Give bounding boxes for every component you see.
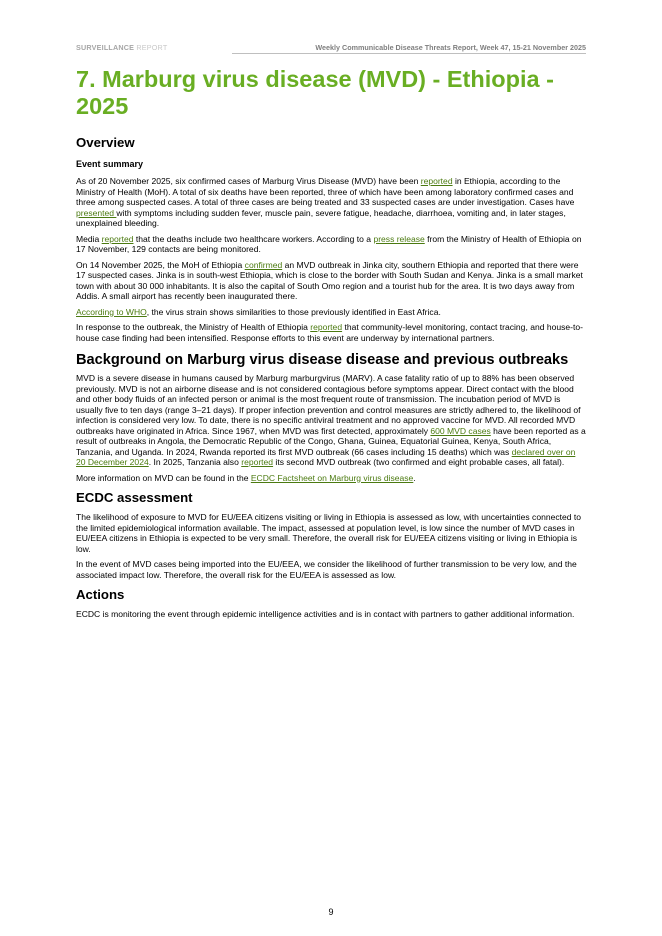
confirmed-link[interactable]: confirmed — [244, 259, 283, 270]
background-paragraph-2 — [76, 473, 586, 484]
reported-link[interactable]: reported — [420, 176, 453, 186]
background-heading: Background on Marburg virus disease disease and previous outbreaks — [76, 352, 569, 368]
overview-heading: Overview — [76, 135, 135, 150]
page-number: 9 — [328, 907, 334, 917]
text: an MVD outbreak in Jinka city, southern Ethiopia and reported that there were 17 suspected cases. Jinka is in south-west Ethiopia, which is close to the border with South Sudan and Kenya. Jinka is a small market town with about 30 000 inhabitants. It is also the capital of South Omo region and a tourist hub for the area. It is two days away from Addis. A small airport has recently been inaugurated there. — [76, 259, 583, 301]
text: from the Ministry of Health of Ethiopia on 17 November, 129 contacts are being monitored. — [76, 233, 582, 254]
overview-paragraph-1 — [76, 176, 586, 229]
text: that community-level monitoring, contact tracing, and house-to-house case finding had been intensified. Response efforts to this event are underway by international partners. — [76, 322, 583, 343]
tanzania-reported-link[interactable]: reported — [241, 457, 274, 467]
ecdc-factsheet-link[interactable]: ECDC Factsheet on Marburg virus disease — [250, 472, 414, 483]
text: with symptoms including sudden fever, muscle pain, severe fatigue, headache, diarrhoea, vomiting and, in later stages, unexplained bleeding. — [76, 207, 566, 228]
response-reported-link[interactable]: reported — [310, 322, 343, 332]
assessment-paragraph-1: The likelihood of exposure to MVD for EU/EEA citizens visiting or living in Ethiopia is assessed as low, with uncertainties connected to the limited epidemiological information available. The impact, assessed at population level, is low since the number of MVD cases in EU/EEA citizens in Ethiopia is expected to be very small. Therefore, the overall risk for EU/EEA citizens visiting or living in Ethiopia is low. — [76, 512, 581, 554]
header-section-label — [76, 43, 167, 52]
text: that the deaths include two healthcare workers. According to a — [133, 233, 374, 244]
background-paragraph-1 — [76, 373, 586, 468]
text: As of 20 November 2025, six confirmed cases of Marburg Virus Disease (MVD) have been — [76, 176, 421, 186]
header-title: Weekly Communicable Disease Threats Report, Week 47, 15-21 November 2025 — [315, 43, 586, 52]
media-reported-link[interactable]: reported — [101, 233, 134, 244]
text: Media — [76, 233, 102, 244]
text: . — [413, 472, 416, 483]
main-content — [76, 66, 586, 620]
overview-paragraph-5 — [76, 322, 586, 343]
text: MVD is a severe disease in humans caused by Marburg marburgvirus (MARV). A case fatality ratio of up to 88% has been observed previously. MVD is not an airborne disease and is not considered contagious before symptoms appear. Direct contact with the blood and other body fluids of an infected person or animal is the most frequent route of transmission. The incubation period of MVD is usually five to ten days (range 3–21 days). If proper infection prevention and control measures are strictly adhered to, the likelihood of infection is considered very low. To date, there is no specific antiviral treatment and no approved vaccine for MVD. All recorded MVD outbreaks have originated in Africa. Since 1967, when MVD was first detected, approximately — [76, 373, 581, 436]
mvd-cases-link[interactable]: 600 MVD cases — [430, 425, 491, 436]
actions-paragraph: ECDC is monitoring the event through epidemic intelligence activities and is in contact with partners to gather additional information. — [76, 609, 575, 619]
overview-paragraph-2 — [76, 234, 586, 255]
presented-link[interactable]: presented — [76, 207, 117, 218]
assessment-paragraph-2: In the event of MVD cases being imported into the EU/EEA, we consider the likelihood of further transmission to be very low, and the associated impact low. Therefore, the overall risk for the EU/EEA is assessed as low. — [76, 559, 577, 580]
text: . In 2025, Tanzania also — [148, 457, 242, 467]
header-rule — [232, 53, 586, 54]
overview-paragraph-4 — [76, 307, 586, 318]
text: its second MVD outbreak (two confirmed and eight probable cases, all fatal). — [273, 457, 565, 467]
press-release-link[interactable]: press release — [373, 233, 425, 244]
page-title: 7. Marburg virus disease (MVD) - Ethiopia - 2025 — [76, 66, 554, 119]
actions-heading: Actions — [76, 587, 125, 602]
text: More information on MVD can be found in the — [76, 472, 251, 483]
text: On 14 November 2025, the MoH of Ethiopia — [76, 259, 245, 270]
header-surveillance: SURVEILLANCE — [76, 43, 135, 52]
header-report: REPORT — [134, 43, 168, 52]
according-to-who-link[interactable]: According to WHO — [76, 306, 147, 317]
text: in Ethiopia, according to the Ministry of Health (MoH). A total of six deaths have been reported, three of which have been among laboratory confirmed cases and three among suspected cases. A total of three cases are being treated and 33 suspected cases are under investigation. Cases have — [76, 176, 575, 207]
text: In response to the outbreak, the Ministry of Health of Ethiopia — [76, 322, 311, 332]
assessment-heading: ECDC assessment — [76, 490, 193, 505]
text: , the virus strain shows similarities to those previously identified in East Africa. — [146, 306, 441, 317]
declared-over-link[interactable]: declared over on 20 December 2024 — [76, 446, 576, 467]
event-summary-heading: Event summary — [76, 159, 144, 169]
overview-paragraph-3 — [76, 260, 586, 302]
text: have been reported as a result of outbreaks in Angola, the Democratic Republic of the Congo, Ghana, Guinea, Equatorial Guinea, Kenya, South Africa, Tanzania, and Uganda. In 2024, Rwanda reported its first MVD outbreak (66 cases including 15 deaths) which was — [76, 425, 586, 457]
